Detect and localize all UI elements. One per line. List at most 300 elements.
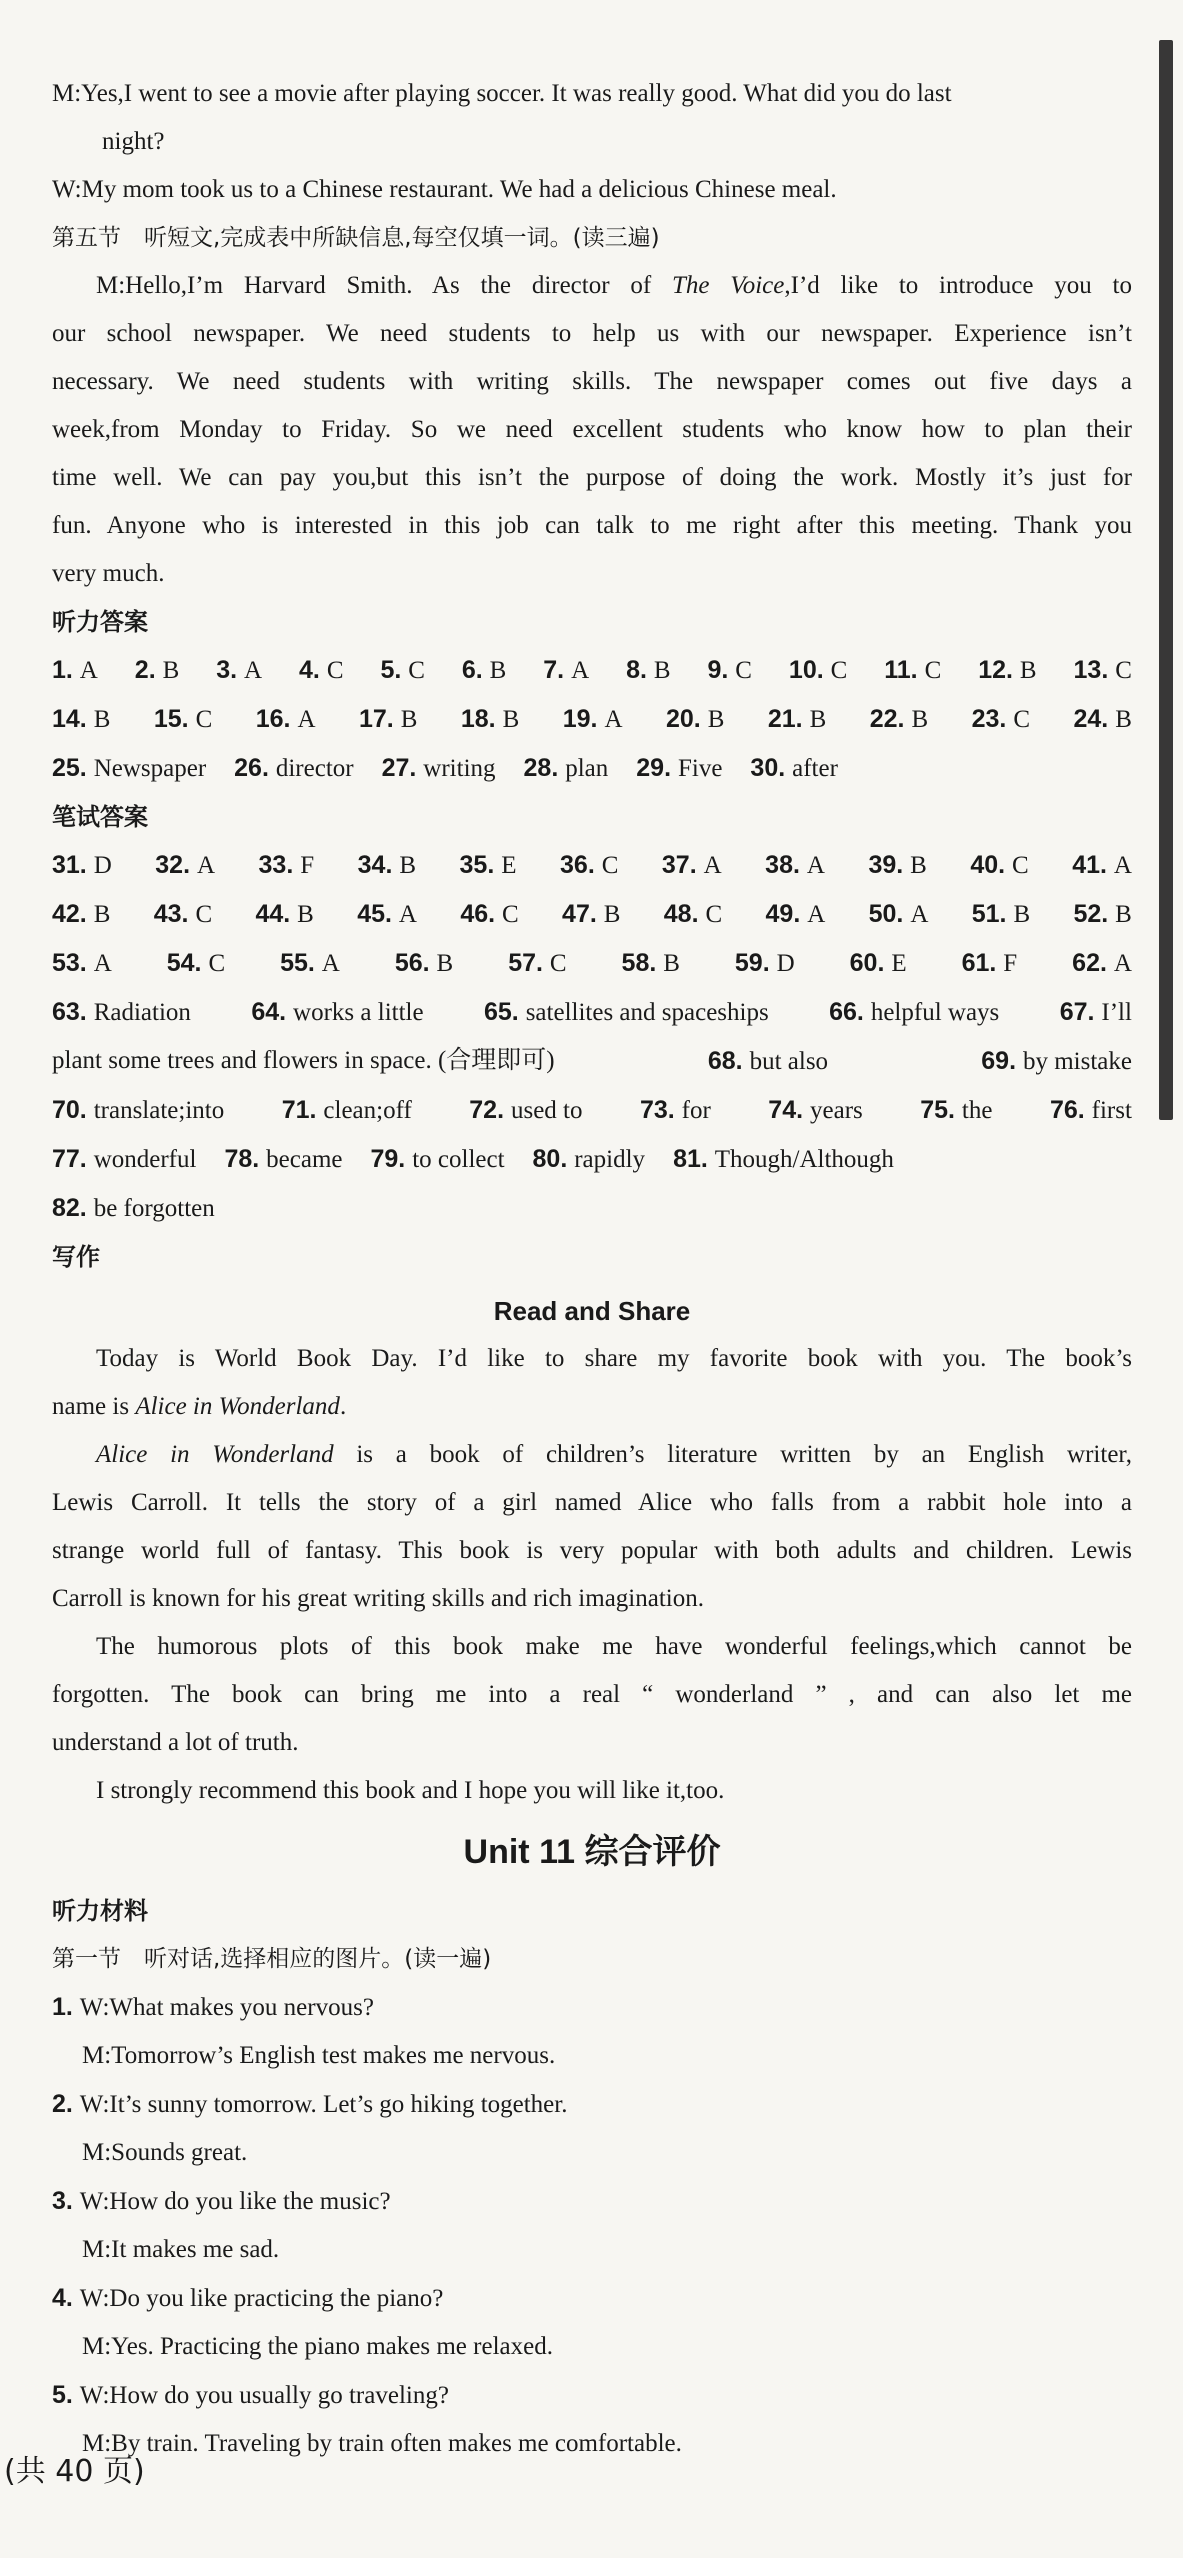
answer-item — [978, 646, 1036, 695]
answer-value: A — [806, 852, 825, 879]
answer-value: B — [399, 852, 417, 879]
answer-number: 35. — [459, 851, 502, 879]
answer-value: F — [300, 852, 315, 879]
answer-item — [52, 1135, 196, 1184]
answer-number: 22. — [869, 705, 912, 733]
dialogue-line: night? — [102, 128, 165, 155]
answer-value: A — [807, 901, 826, 928]
listening-answers-heading: 听力答案 — [52, 608, 148, 636]
answer-item — [52, 939, 112, 988]
answer-item — [52, 695, 110, 744]
answer-item — [562, 890, 620, 939]
dialogue-m-line: M:Sounds great. — [82, 2139, 248, 2166]
answer-row — [52, 1135, 1132, 1184]
answer-row — [52, 646, 1132, 695]
scan-edge-shadow — [1159, 40, 1173, 1120]
answer-value: rapidly — [574, 1146, 646, 1173]
answer-number: 14. — [52, 705, 94, 733]
answer-value: plant some trees and flowers in space. (合理即可) — [52, 1047, 555, 1074]
answer-item — [533, 1135, 646, 1184]
passage-line: very much. — [52, 560, 165, 587]
answer-item — [135, 646, 179, 695]
answer-item — [750, 744, 838, 793]
answer-value: A — [1113, 852, 1132, 879]
answer-number: 50. — [868, 900, 911, 928]
answer-item — [167, 939, 225, 988]
answer-item — [52, 1086, 224, 1135]
answer-number: 52. — [1073, 900, 1116, 928]
answer-number: 54. — [166, 949, 209, 977]
answer-number: 59. — [734, 949, 777, 977]
answer-item — [282, 1086, 412, 1135]
answer-number: 10. — [788, 656, 831, 684]
answer-number: 25. — [52, 754, 94, 782]
answer-value: B — [1115, 706, 1132, 733]
answer-item — [664, 890, 722, 939]
italic-title: The Voice — [671, 272, 785, 299]
answer-item — [708, 1037, 828, 1086]
answer-number: 1. — [52, 656, 80, 684]
answer-item — [543, 646, 589, 695]
answer-item — [981, 1037, 1132, 1086]
answer-value: C — [208, 950, 226, 977]
answer-item — [626, 646, 670, 695]
section1-heading: 第一节 听对话,选择相应的图片。(读一遍) — [52, 1946, 492, 1972]
answer-item — [1074, 695, 1132, 744]
answer-value: A — [297, 706, 316, 733]
answer-value: E — [891, 950, 907, 977]
answer-row — [52, 1086, 1132, 1135]
dialogue-w-line — [52, 1983, 1132, 2032]
dialogue-m-line: M:Tomorrow’s English test makes me nervous. — [82, 2042, 556, 2069]
answer-number: 11. — [884, 656, 925, 684]
answer-item — [382, 744, 496, 793]
answer-item — [52, 841, 112, 890]
answer-number: 45. — [357, 900, 399, 928]
answer-value: after — [792, 755, 838, 782]
answer-item — [358, 841, 416, 890]
answer-number: 40. — [970, 851, 1013, 879]
answer-item — [460, 841, 517, 890]
answer-row — [52, 841, 1132, 890]
answer-value: Newspaper — [93, 755, 207, 782]
answer-value: B — [400, 706, 418, 733]
answer-value: A — [910, 901, 929, 928]
answer-value: C — [924, 657, 942, 684]
answer-number: 18. — [460, 705, 503, 733]
answer-item — [768, 695, 826, 744]
answer-row — [52, 744, 1132, 793]
answer-value: C — [705, 901, 723, 928]
answer-value: B — [489, 657, 507, 684]
answer-item — [359, 695, 417, 744]
answer-value: I’ll — [1101, 999, 1132, 1026]
answer-item — [884, 646, 941, 695]
essay-line: Alice in Wonderland is a book of children’s literature written by an English writer, — [96, 1441, 1132, 1468]
answer-item — [1072, 841, 1132, 890]
answer-number: 30. — [750, 754, 793, 782]
dialogue-m-line: M:By train. Traveling by train often makes me comfortable. — [82, 2430, 682, 2457]
answer-item — [1050, 1086, 1132, 1135]
essay-line: Carroll is known for his great writing skills and rich imagination. — [52, 1585, 704, 1612]
passage-line: necessary. We need students with writing skills. The newspaper comes out five days a — [52, 368, 1132, 395]
answer-row — [52, 988, 1132, 1037]
answer-number: 23. — [971, 705, 1014, 733]
answer-value: B — [707, 706, 725, 733]
answer-value: used to — [510, 1097, 583, 1124]
answer-number: 77. — [52, 1145, 94, 1173]
answer-item — [299, 646, 343, 695]
answer-item — [52, 744, 206, 793]
answer-item — [155, 841, 215, 890]
dialogue-line: M:Yes,I went to see a movie after playing soccer. It was really good. What did you do last — [52, 80, 952, 107]
answer-item — [972, 695, 1030, 744]
answer-number: 63. — [52, 998, 94, 1026]
essay-line: name is Alice in Wonderland. — [52, 1393, 347, 1420]
answer-item — [357, 890, 417, 939]
answer-item — [371, 1135, 505, 1184]
answer-value: years — [810, 1097, 863, 1124]
answer-item — [870, 695, 928, 744]
answer-number: 2. — [134, 656, 163, 684]
answer-number: 37. — [661, 851, 704, 879]
dialogue-line: W:My mom took us to a Chinese restaurant. We had a delicious Chinese meal. — [52, 176, 837, 203]
answer-number: 81. — [673, 1145, 715, 1173]
answer-value: D — [93, 852, 112, 879]
answer-item — [52, 1184, 215, 1233]
essay-line: forgotten. The book can bring me into a real “ wonderland ” , and can also let me — [52, 1681, 1132, 1708]
answer-item — [640, 1086, 711, 1135]
answer-value: A — [571, 657, 590, 684]
answer-key-page — [52, 70, 1132, 2468]
section5-heading: 第五节 听短文,完成表中所缺信息,每空仅填一词。(读三遍) — [52, 225, 660, 251]
answer-item — [1072, 939, 1132, 988]
answer-number: 29. — [636, 754, 678, 782]
answer-item — [52, 988, 191, 1037]
page-footer: (共 40 页) — [4, 2454, 145, 2489]
essay — [52, 1335, 1132, 1815]
answer-value: plan — [565, 755, 609, 782]
answer-item — [789, 646, 847, 695]
answer-number: 3. — [216, 656, 245, 684]
answer-value: C — [830, 657, 848, 684]
answer-number: 28. — [523, 754, 566, 782]
answer-value: works a little — [293, 999, 424, 1026]
answer-item — [154, 890, 212, 939]
answer-value: B — [1013, 901, 1031, 928]
dialogue-number: 5. — [52, 2381, 80, 2409]
answer-value: F — [1003, 950, 1018, 977]
answer-value: E — [501, 852, 517, 879]
answer-number: 53. — [52, 949, 94, 977]
answer-item — [962, 939, 1018, 988]
dialogue-text: W:Do you like practicing the piano? — [79, 2285, 444, 2312]
passage — [52, 262, 1132, 598]
answer-number: 6. — [461, 656, 490, 684]
answer-item — [52, 1037, 555, 1086]
answer-value: A — [93, 950, 112, 977]
answer-item — [666, 695, 724, 744]
dialogues — [52, 1983, 1132, 2468]
passage-line: fun. Anyone who is interested in this job can talk to me right after this meeting. Thank you — [52, 512, 1132, 539]
answer-number: 69. — [981, 1047, 1023, 1075]
answer-value: A — [244, 657, 263, 684]
answer-number: 19. — [562, 705, 605, 733]
answer-value: be forgotten — [93, 1195, 215, 1222]
answer-item — [460, 890, 518, 939]
answer-value: first — [1091, 1097, 1132, 1124]
passage-line: week,from Monday to Friday. So we need excellent students who know how to plan their — [52, 416, 1132, 443]
answer-value: C — [549, 950, 567, 977]
dialogue-text: W:What makes you nervous? — [79, 1994, 374, 2021]
answer-value: clean;off — [323, 1097, 412, 1124]
answer-value: B — [653, 657, 671, 684]
answer-value: B — [436, 950, 454, 977]
answer-item — [154, 695, 212, 744]
written-answers — [52, 841, 1132, 1233]
answer-item — [380, 646, 424, 695]
dialogue-text: W:It’s sunny tomorrow. Let’s go hiking together. — [79, 2091, 568, 2118]
answer-number: 24. — [1073, 705, 1116, 733]
answer-row — [52, 890, 1132, 939]
answer-number: 66. — [829, 998, 871, 1026]
essay-line: I strongly recommend this book and I hope you will like it,too. — [96, 1777, 725, 1804]
answer-item — [768, 1086, 862, 1135]
answer-value: but also — [749, 1048, 829, 1075]
answer-value: C — [601, 852, 619, 879]
answer-value: C — [195, 901, 213, 928]
answer-value: satellites and spaceships — [525, 999, 769, 1026]
answer-value: wonderful — [93, 1146, 197, 1173]
essay-line: strange world full of fantasy. This book is very popular with both adults and children. Lewis — [52, 1537, 1132, 1564]
answer-item — [234, 744, 353, 793]
answer-item — [52, 890, 110, 939]
answer-item — [868, 841, 926, 890]
answer-number: 57. — [508, 949, 550, 977]
answer-number: 41. — [1072, 851, 1114, 879]
unit-title: Unit 11 综合评价 — [463, 1833, 721, 1871]
answer-number: 48. — [663, 900, 706, 928]
answer-item — [662, 841, 722, 890]
answer-item — [484, 988, 769, 1037]
answer-value: translate;into — [93, 1097, 225, 1124]
answer-number: 46. — [460, 900, 503, 928]
answer-number: 47. — [562, 900, 604, 928]
answer-value: A — [1113, 950, 1132, 977]
answer-number: 51. — [971, 900, 1014, 928]
answer-value: B — [663, 950, 680, 977]
listening-answers — [52, 646, 1132, 793]
dialogue-text: W:How do you usually go traveling? — [79, 2382, 449, 2409]
answer-number: 26. — [234, 754, 276, 782]
answer-item — [673, 1135, 894, 1184]
dialogue-number: 2. — [52, 2090, 80, 2118]
answer-item — [970, 841, 1028, 890]
answer-number: 33. — [258, 851, 301, 879]
answer-item — [850, 939, 907, 988]
dialogue-number: 1. — [52, 1993, 80, 2021]
italic-title: Alice in Wonderland — [135, 1393, 340, 1420]
answer-value: to collect — [412, 1146, 505, 1173]
answer-item — [251, 988, 423, 1037]
answer-item — [259, 841, 315, 890]
dialogue-w-line — [52, 2371, 1132, 2420]
answer-item — [636, 744, 722, 793]
answer-value: writing — [423, 755, 496, 782]
answer-value: B — [162, 657, 180, 684]
answer-value: C — [195, 706, 213, 733]
answer-value: became — [266, 1146, 343, 1173]
answer-item — [972, 890, 1030, 939]
answer-number: 44. — [255, 900, 298, 928]
answer-item — [508, 939, 566, 988]
passage-line: M:Hello,I’m Harvard Smith. As the director of The Voice,I’d like to introduce you to — [96, 272, 1132, 299]
answer-item — [563, 695, 623, 744]
answer-value: D — [776, 950, 795, 977]
answer-value: C — [735, 657, 752, 684]
answer-number: 75. — [920, 1096, 962, 1124]
writing-heading: 写作 — [52, 1243, 100, 1271]
answer-value: B — [809, 706, 827, 733]
answer-item — [1060, 988, 1132, 1037]
answer-row — [52, 1037, 1132, 1086]
answer-value: A — [321, 950, 340, 977]
answer-item — [622, 939, 680, 988]
answer-number: 76. — [1049, 1096, 1092, 1124]
answer-value: B — [603, 901, 621, 928]
answer-value: C — [1013, 706, 1031, 733]
answer-number: 68. — [707, 1047, 750, 1075]
essay-line: The humorous plots of this book make me have wonderful feelings,which cannot be — [96, 1633, 1132, 1660]
answer-item — [461, 695, 519, 744]
answer-number: 55. — [280, 949, 322, 977]
answer-number: 20. — [666, 705, 708, 733]
answer-value: Five — [677, 755, 723, 782]
answer-value: A — [703, 852, 722, 879]
answer-number: 78. — [224, 1145, 267, 1173]
answer-number: 67. — [1059, 998, 1102, 1026]
answer-value: B — [93, 901, 111, 928]
answer-item — [524, 744, 609, 793]
answer-value: the — [961, 1097, 993, 1124]
answer-value: C — [502, 901, 519, 928]
answer-number: 79. — [370, 1145, 413, 1173]
answer-number: 38. — [765, 851, 807, 879]
answer-item — [462, 646, 506, 695]
answer-number: 15. — [153, 705, 196, 733]
answer-row — [52, 939, 1132, 988]
answer-item — [395, 939, 453, 988]
answer-item — [256, 695, 316, 744]
answer-value: B — [910, 852, 927, 879]
dialogue-text: W:How do you like the music? — [79, 2188, 391, 2215]
answer-number: 82. — [52, 1194, 94, 1222]
essay-line: Lewis Carroll. It tells the story of a girl named Alice who falls from a rabbit hole into a — [52, 1489, 1132, 1516]
answer-value: B — [1019, 657, 1037, 684]
answer-number: 5. — [380, 656, 409, 684]
answer-value: for — [681, 1097, 711, 1124]
answer-number: 16. — [255, 705, 298, 733]
answer-number: 64. — [251, 998, 294, 1026]
answer-item — [560, 841, 618, 890]
answer-number: 31. — [52, 851, 94, 879]
answer-item — [52, 646, 98, 695]
answer-value: C — [1115, 657, 1132, 684]
answer-number: 61. — [961, 949, 1004, 977]
answer-number: 27. — [381, 754, 424, 782]
answer-number: 36. — [560, 851, 602, 879]
answer-number: 13. — [1073, 656, 1116, 684]
answer-item — [1074, 646, 1132, 695]
answer-value: Radiation — [93, 999, 191, 1026]
answer-value: C — [408, 657, 425, 684]
listening-material-heading: 听力材料 — [52, 1897, 148, 1925]
answer-number: 71. — [281, 1096, 324, 1124]
answer-number: 8. — [626, 656, 654, 684]
answer-number: 39. — [868, 851, 911, 879]
answer-number: 74. — [768, 1096, 810, 1124]
answer-number: 80. — [532, 1145, 575, 1173]
dialogue-w-line — [52, 2177, 1132, 2226]
answer-value: Though/Although — [714, 1146, 894, 1173]
answer-item — [255, 890, 313, 939]
dialogue-number: 4. — [52, 2284, 80, 2312]
answer-item — [216, 646, 262, 695]
answer-item — [469, 1086, 582, 1135]
written-answers-heading: 笔试答案 — [52, 803, 148, 831]
answer-number: 73. — [639, 1096, 682, 1124]
answer-item — [224, 1135, 342, 1184]
answer-value: A — [398, 901, 417, 928]
passage-line: time well. We can pay you,but this isn’t the purpose of doing the work. Mostly it’s just for — [52, 464, 1132, 491]
italic-title: Alice in Wonderland — [96, 1441, 334, 1468]
answer-value: C — [1012, 852, 1029, 879]
answer-number: 42. — [52, 900, 94, 928]
answer-number: 21. — [767, 705, 810, 733]
answer-value: C — [326, 657, 344, 684]
answer-item — [280, 939, 340, 988]
answer-number: 72. — [469, 1096, 511, 1124]
dialogue-m-line: M:It makes me sad. — [82, 2236, 280, 2263]
answer-number: 12. — [978, 656, 1020, 684]
passage-line: our school newspaper. We need students to help us with our newspaper. Experience isn’t — [52, 320, 1132, 347]
answer-value: B — [297, 901, 314, 928]
answer-value: by mistake — [1022, 1048, 1132, 1075]
answer-number: 32. — [155, 851, 197, 879]
answer-value: B — [1115, 901, 1132, 928]
answer-number: 70. — [52, 1096, 94, 1124]
answer-item — [766, 890, 826, 939]
answer-item — [765, 841, 825, 890]
answer-item — [1073, 890, 1131, 939]
dialogue-m-line: M:Yes. Practicing the piano makes me relaxed. — [82, 2333, 553, 2360]
answer-item — [920, 1086, 992, 1135]
answer-row — [52, 695, 1132, 744]
answer-number: 9. — [707, 656, 736, 684]
answer-number: 34. — [357, 851, 400, 879]
answer-value: B — [93, 706, 111, 733]
answer-number: 60. — [849, 949, 892, 977]
answer-value: B — [502, 706, 520, 733]
answer-number: 7. — [543, 656, 572, 684]
answer-row — [52, 1184, 1132, 1233]
answer-item — [708, 646, 752, 695]
answer-number: 65. — [484, 998, 526, 1026]
dialogue-number: 3. — [52, 2187, 80, 2215]
answer-number: 49. — [765, 900, 808, 928]
answer-number: 17. — [359, 705, 401, 733]
answer-number: 56. — [394, 949, 437, 977]
